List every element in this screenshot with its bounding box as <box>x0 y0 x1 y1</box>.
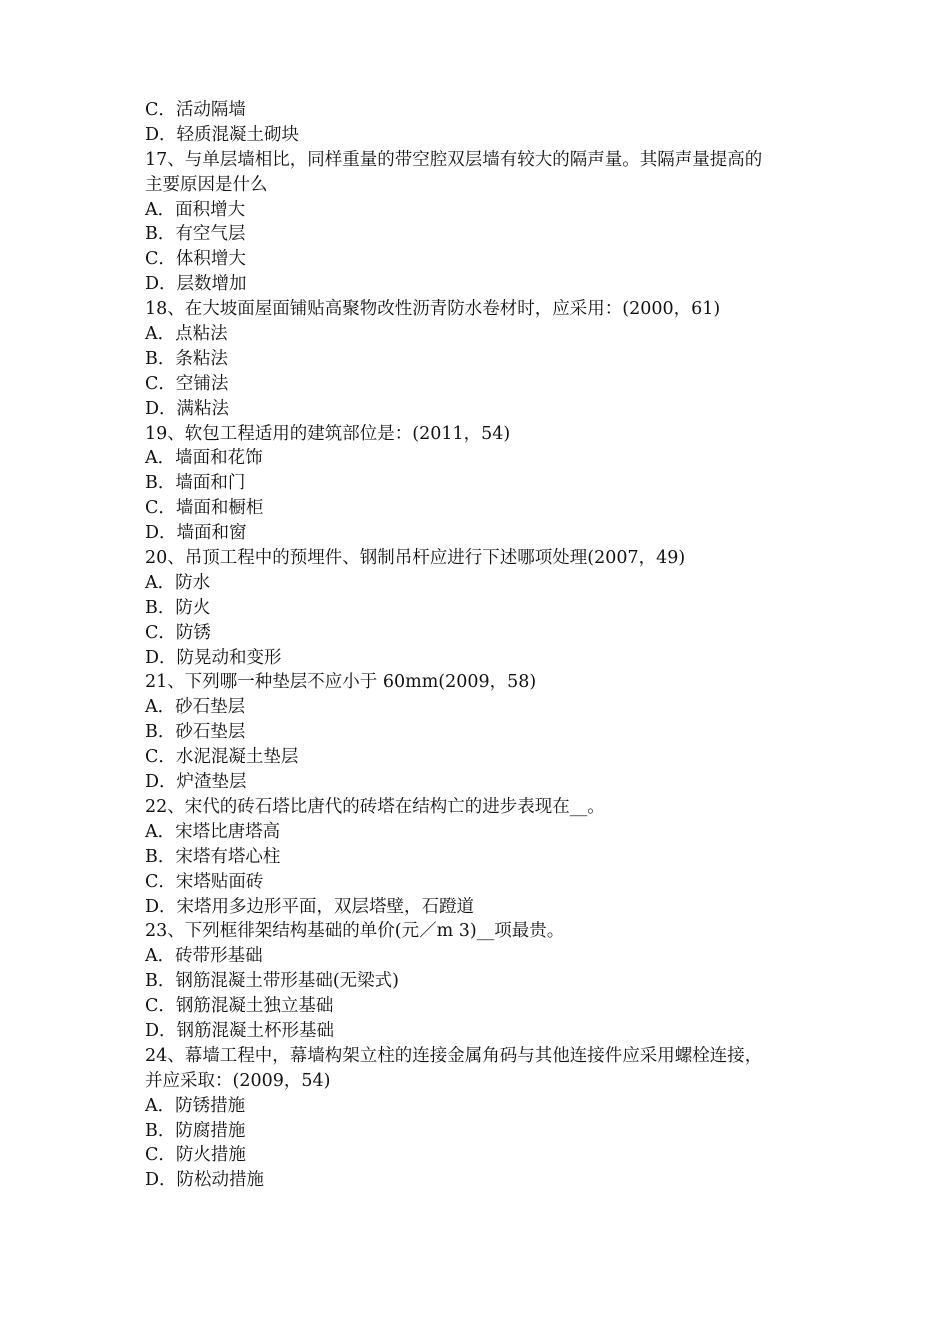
option-text: A．面积增大 <box>145 199 246 220</box>
option-text: C．体积增大 <box>145 249 246 270</box>
option-text: A．砂石垫层 <box>145 697 246 718</box>
option-text: C．墙面和橱柜 <box>145 498 264 519</box>
option-text: A．宋塔比唐塔高 <box>145 821 281 842</box>
question-18-text: 18、在大坡面屋面铺贴高聚物改性沥青防水卷材时，应采用：(2000，61) <box>145 299 721 320</box>
option-text: C．空铺法 <box>145 373 229 394</box>
option-text: B．有空气层 <box>145 224 246 245</box>
option-text: B．防腐措施 <box>145 1120 246 1141</box>
option-text: D．轻质混凝土砌块 <box>145 124 300 145</box>
option-text: A．砖带形基础 <box>145 946 263 967</box>
option-text: D．层数增加 <box>145 274 247 295</box>
option-text: D．防松动措施 <box>145 1170 265 1191</box>
question-24-text-cont: 并应采取：(2009，54) <box>145 1070 331 1091</box>
option-text: D．墙面和窗 <box>145 523 247 544</box>
option-text: B．防火 <box>145 597 211 618</box>
option-text: A．墙面和花饰 <box>145 448 263 469</box>
option-text: A．防水 <box>145 572 211 593</box>
option-text: C．活动隔墙 <box>145 100 246 120</box>
option-text: B．钢筋混凝土带形基础(无梁式) <box>145 971 400 992</box>
document-body <box>145 98 820 1193</box>
option-text: D．宋塔用多边形平面，双层塔壁，石蹬道 <box>145 896 475 917</box>
option-text: D．炉渣垫层 <box>145 772 247 793</box>
option-text: C．防火措施 <box>145 1145 246 1166</box>
option-text: C．防锈 <box>145 622 211 643</box>
option-text: C．钢筋混凝土独立基础 <box>145 996 334 1017</box>
option-text: A．防锈措施 <box>145 1095 246 1116</box>
question-21-text: 21、下列哪一种垫层不应小于 60mm(2009，58) <box>145 672 537 693</box>
option-text: B．条粘法 <box>145 348 228 369</box>
question-19-text: 19、软包工程适用的建筑部位是：(2011，54) <box>145 423 511 444</box>
option-text: B．墙面和门 <box>145 473 246 494</box>
option-text: D．钢筋混凝土杯形基础 <box>145 1020 335 1041</box>
option-text: A．点粘法 <box>145 324 228 345</box>
option-text: D．防晃动和变形 <box>145 647 282 668</box>
option-text: B．砂石垫层 <box>145 722 246 743</box>
question-22-text: 22、宋代的砖石塔比唐代的砖塔在结构亡的进步表现在__。 <box>145 796 605 817</box>
question-20-text: 20、吊顶工程中的预埋件、钢制吊杆应进行下述哪项处理(2007，49) <box>145 548 686 569</box>
option-text: C．水泥混凝土垫层 <box>145 747 299 768</box>
question-24-text: 24、幕墙工程中，幕墙构架立柱的连接金属角码与其他连接件应采用螺栓连接， <box>145 1045 763 1066</box>
question-17-text-cont: 主要原因是什么 <box>145 174 268 195</box>
question-23-text: 23、下列框徘架结构基础的单价(元／m 3)__项最贵。 <box>145 921 565 942</box>
option-text: B．宋塔有塔心柱 <box>145 846 281 867</box>
question-17-text: 17、与单层墙相比，同样重量的带空腔双层墙有较大的隔声量。其隔声量提高的 <box>145 149 763 170</box>
option-text: C．宋塔贴面砖 <box>145 871 264 892</box>
option-text: D．满粘法 <box>145 398 230 419</box>
